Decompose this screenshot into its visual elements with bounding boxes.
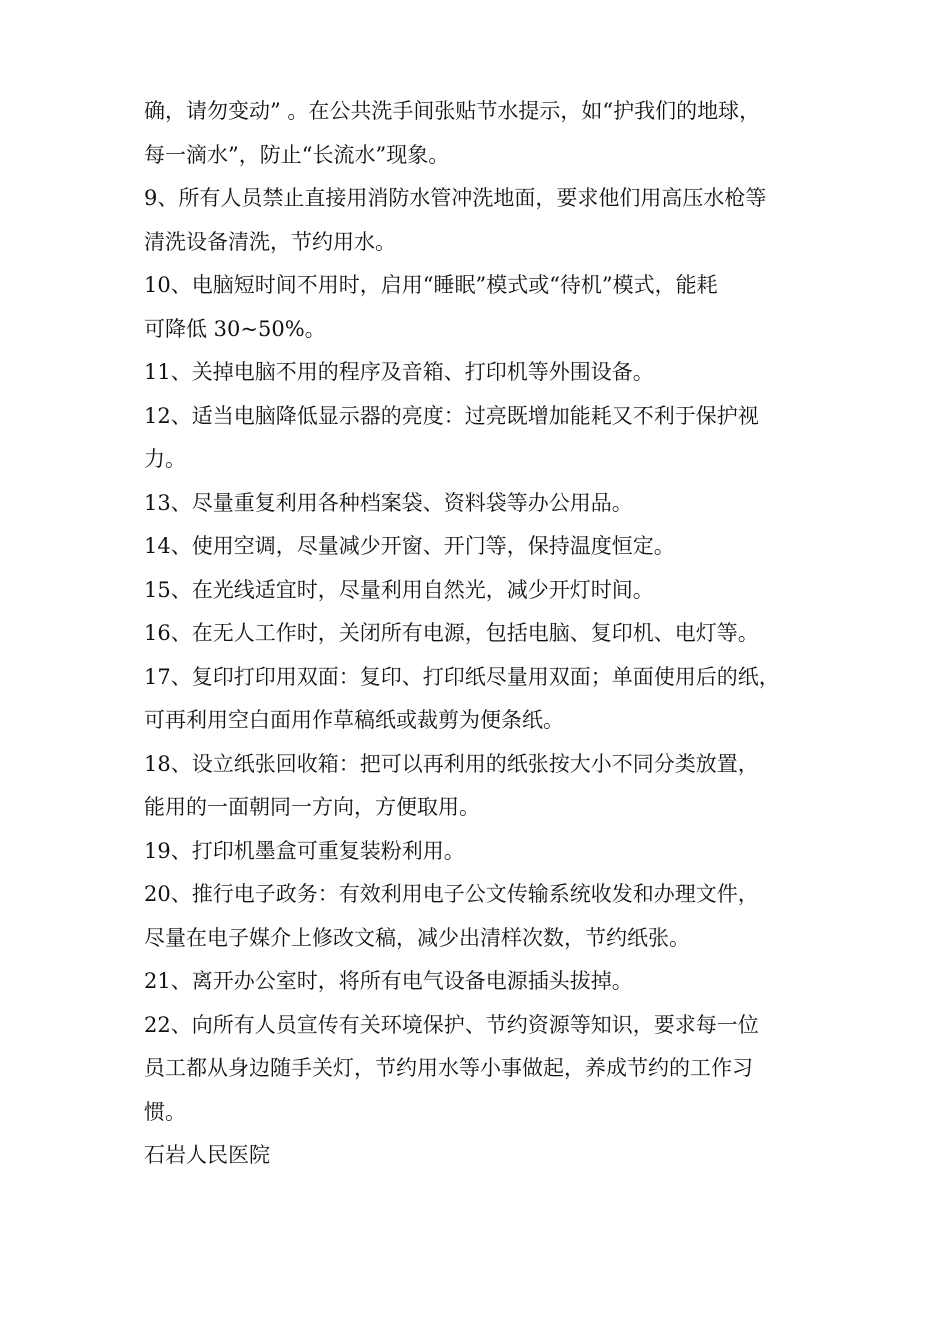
text-line: 16、在无人工作时，关闭所有电源，包括电脑、复印机、电灯等。 <box>144 621 759 645</box>
text-line: 可再利用空白面用作草稿纸或裁剪为便条纸。 <box>144 708 564 732</box>
document-body <box>144 90 834 1178</box>
text-line: 12、适当电脑降低显示器的亮度：过亮既增加能耗又不利于保护视 <box>144 403 759 428</box>
text-line: 力。 <box>144 447 186 471</box>
text-line: 11、关掉电脑不用的程序及音箱、打印机等外围设备。 <box>144 360 654 384</box>
text-line: 22、向所有人员宣传有关环境保护、节约资源等知识，要求每一位 <box>144 1012 759 1037</box>
text-line: 每一滴水”，防止“长流水”现象。 <box>144 142 450 167</box>
text-line: 14、使用空调，尽量减少开窗、开门等，保持温度恒定。 <box>144 534 675 558</box>
text-line: 17、复印打印用双面：复印、打印纸尽量用双面；单面使用后的纸， <box>144 664 780 689</box>
text-line: 10、电脑短时间不用时，启用“睡眠”模式或“待机”模式，能耗 <box>144 273 718 297</box>
text-line: 惯。 <box>144 1099 186 1124</box>
text-line: 9、所有人员禁止直接用消防水管冲洗地面，要求他们用高压水枪等 <box>144 186 767 210</box>
text-line: 能用的一面朝同一方向，方便取用。 <box>144 795 480 819</box>
text-line: 21、离开办公室时，将所有电气设备电源插头拔掉。 <box>144 969 633 993</box>
text-line: 可降低 30~50%。 <box>144 316 326 341</box>
text-line: 15、在光线适宜时，尽量利用自然光，减少开灯时间。 <box>144 577 654 602</box>
text-line: 18、设立纸张回收箱：把可以再利用的纸张按大小不同分类放置， <box>144 751 759 776</box>
text-line: 13、尽量重复利用各种档案袋、资料袋等办公用品。 <box>144 490 633 515</box>
text-line: 员工都从身边随手关灯，节约用水等小事做起，养成节约的工作习 <box>144 1056 753 1080</box>
signature-hospital-name: 石岩人民医院 <box>144 1143 270 1167</box>
text-line: 20、推行电子政务：有效利用电子公文传输系统收发和办理文件， <box>144 882 759 906</box>
text-line: 尽量在电子媒介上修改文稿，减少出清样次数，节约纸张。 <box>144 925 690 950</box>
text-line: 清洗设备清洗，节约用水。 <box>144 229 396 254</box>
text-line: 19、打印机墨盒可重复装粉利用。 <box>144 838 465 863</box>
text-line: 确，请勿变动” 。在公共洗手间张贴节水提示，如“护我们的地球， <box>144 99 761 123</box>
